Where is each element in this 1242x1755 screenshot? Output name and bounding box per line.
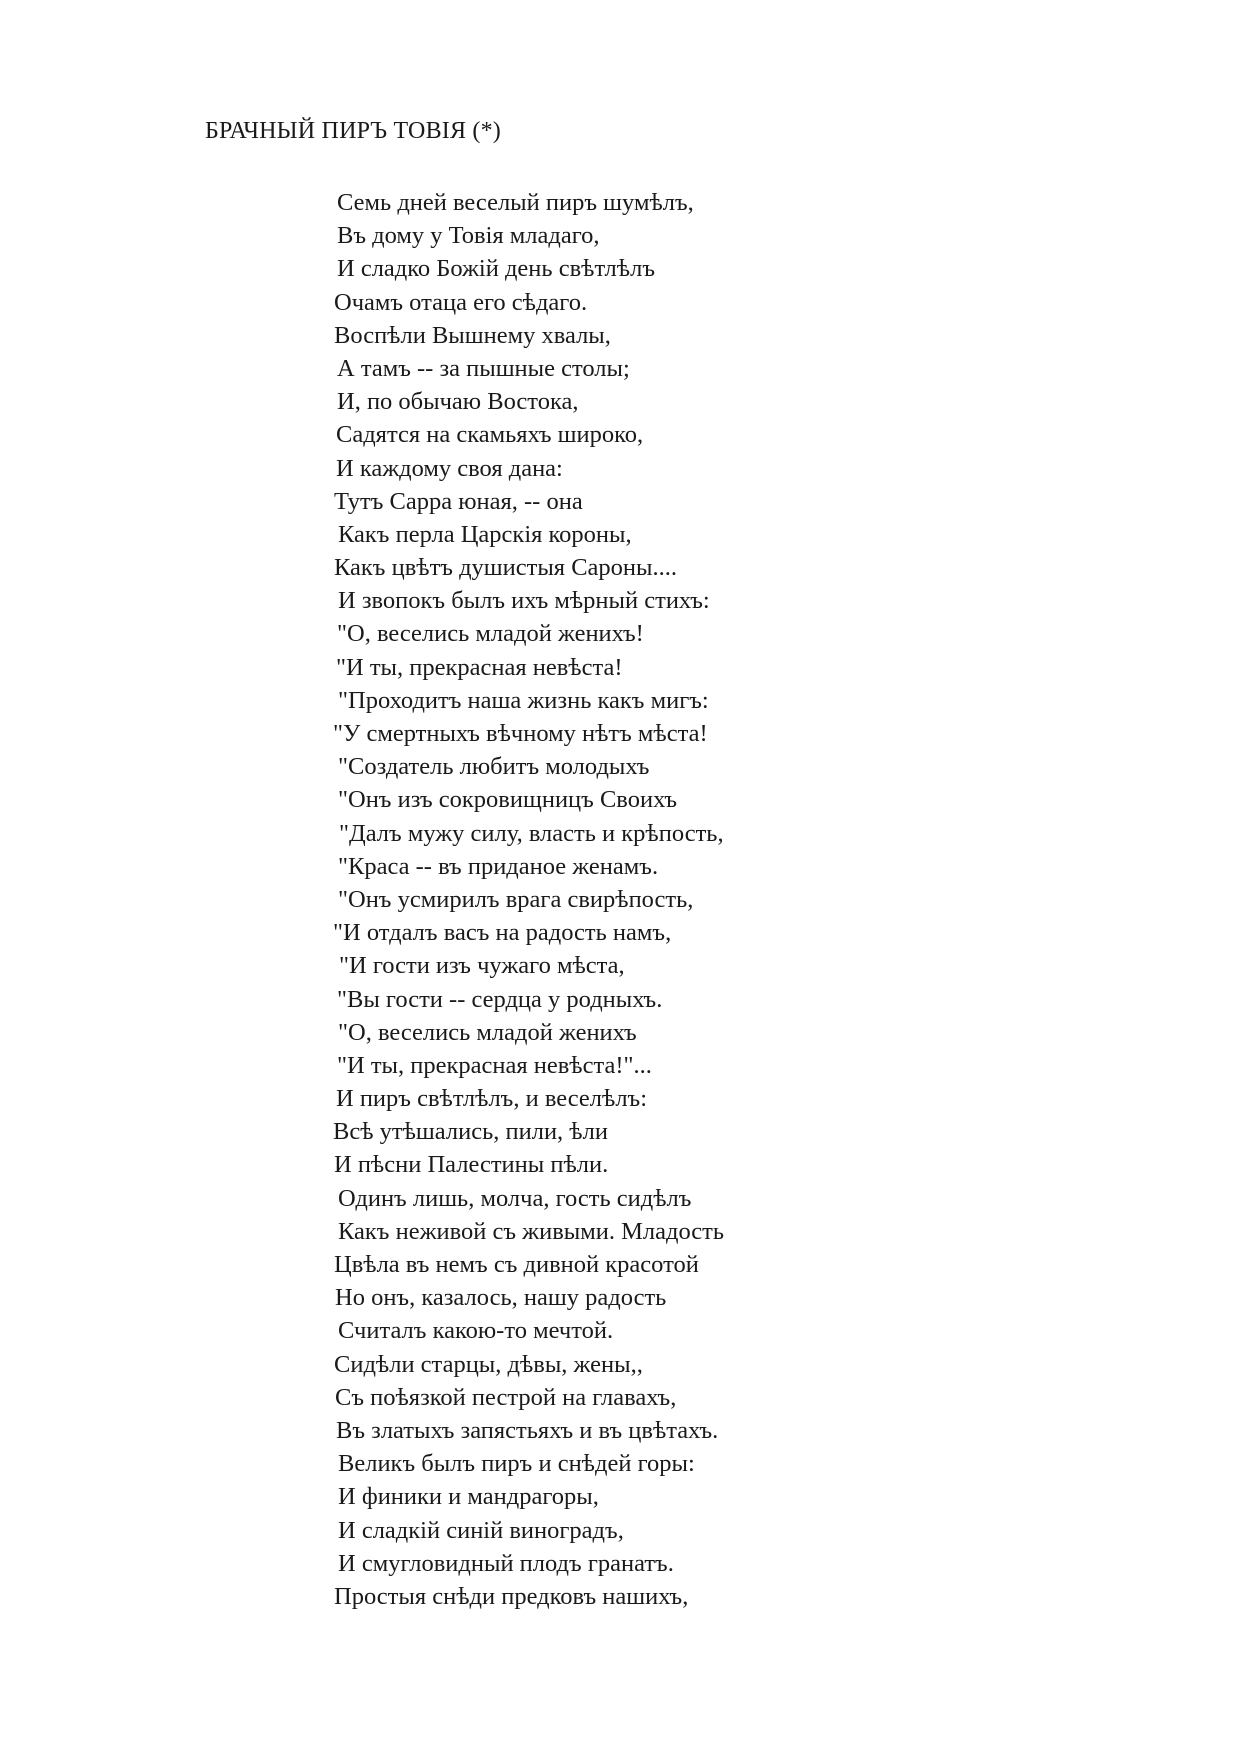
- poem-line: И, по обычаю Востока,: [337, 388, 579, 416]
- poem-line: Великъ былъ пиръ и снѣдей горы:: [338, 1450, 695, 1478]
- poem-line: И пѣсни Палестины пѣли.: [334, 1151, 609, 1179]
- poem-line: "О, веселись младой женихъ!: [337, 620, 644, 648]
- poem-line: "Вы гости -- сердца у родныхъ.: [337, 985, 663, 1013]
- poem-line: Садятся на скамьяхъ широко,: [336, 421, 644, 449]
- poem-line: Семь дней веселый пиръ шумѣлъ,: [337, 189, 694, 216]
- poem-line: Какъ цвѣтъ душистыя Сароны....: [334, 554, 677, 582]
- poem-line: Въ дому у Товія младаго,: [337, 222, 600, 250]
- poem-line: "Онъ усмирилъ врага свирѣпость,: [338, 885, 694, 913]
- poem-line: Съ поѣязкой пестрой на главахъ,: [335, 1383, 677, 1411]
- poem-line: А тамъ -- за пышные столы;: [337, 354, 630, 382]
- poem-line: "Краса -- въ приданое женамъ.: [338, 852, 659, 880]
- poem-line: Очамъ отаца его сѣдаго.: [334, 288, 588, 316]
- poem-body: [333, 186, 724, 1613]
- poem-line: "И гости изъ чужаго мѣста,: [339, 952, 625, 980]
- poem-line: И звопокъ былъ ихъ мѣрный стихъ:: [338, 587, 710, 615]
- poem-line: Считалъ какою-то мечтой.: [338, 1317, 614, 1345]
- poem-line: "О, веселись младой женихъ: [338, 1018, 637, 1046]
- poem-line: "И ты, прекрасная невѣста!"...: [337, 1051, 652, 1079]
- poem-line: Какъ неживой съ живыми. Младость: [338, 1217, 725, 1245]
- poem-line: "Онъ изъ сокровищницъ Своихъ: [338, 786, 678, 814]
- poem-line: Всѣ утѣшались, пили, ѣли: [333, 1118, 608, 1146]
- poem-line: И каждому своя дана:: [336, 454, 563, 482]
- poem-line: "И ты, прекрасная невѣста!: [336, 653, 623, 681]
- poem-line: Тутъ Сарра юная, -- она: [334, 487, 583, 515]
- poem-line: Цвѣла въ немъ съ дивной красотой: [334, 1251, 699, 1278]
- poem-line: Сидѣли старцы, дѣвы, жены,,: [334, 1350, 643, 1378]
- poem-line: "И отдалъ васъ на радость намъ,: [333, 919, 672, 947]
- poem-title: БРАЧНЫЙ ПИРЪ ТОВІЯ (*): [205, 118, 501, 144]
- poem-line: И сладко Божій день свѣтлѣлъ: [337, 255, 655, 283]
- poem-line: Но онъ, казалось, нашу радость: [335, 1284, 667, 1312]
- poem-line: Воспѣли Вышнему хвалы,: [334, 321, 611, 349]
- poem-line: Одинъ лишь, молча, гость сидѣлъ: [338, 1184, 692, 1212]
- poem-line: "Далъ мужу силу, власть и крѣпость,: [339, 819, 724, 847]
- poem-line: "Создатель любитъ молодыхъ: [338, 753, 650, 781]
- poem-line: Въ златыхъ запястьяхъ и въ цвѣтахъ.: [336, 1416, 719, 1444]
- poem-line: И пиръ свѣтлѣлъ, и веселѣлъ:: [336, 1085, 648, 1113]
- poem-line: "Проходитъ наша жизнь какъ мигъ:: [338, 686, 709, 714]
- poem-line: И финики и мандрагоры,: [338, 1483, 599, 1511]
- poem-line: И сладкій синій виноградъ,: [338, 1516, 624, 1544]
- poem-line: Простыя снѣди предковъ нашихъ,: [334, 1582, 689, 1610]
- poem-line: "У смертныхъ вѣчному нѣтъ мѣста!: [333, 720, 708, 747]
- poem-line: Какъ перла Царскія короны,: [338, 520, 632, 548]
- poem-line: И смугловидный плодъ гранатъ.: [338, 1549, 674, 1577]
